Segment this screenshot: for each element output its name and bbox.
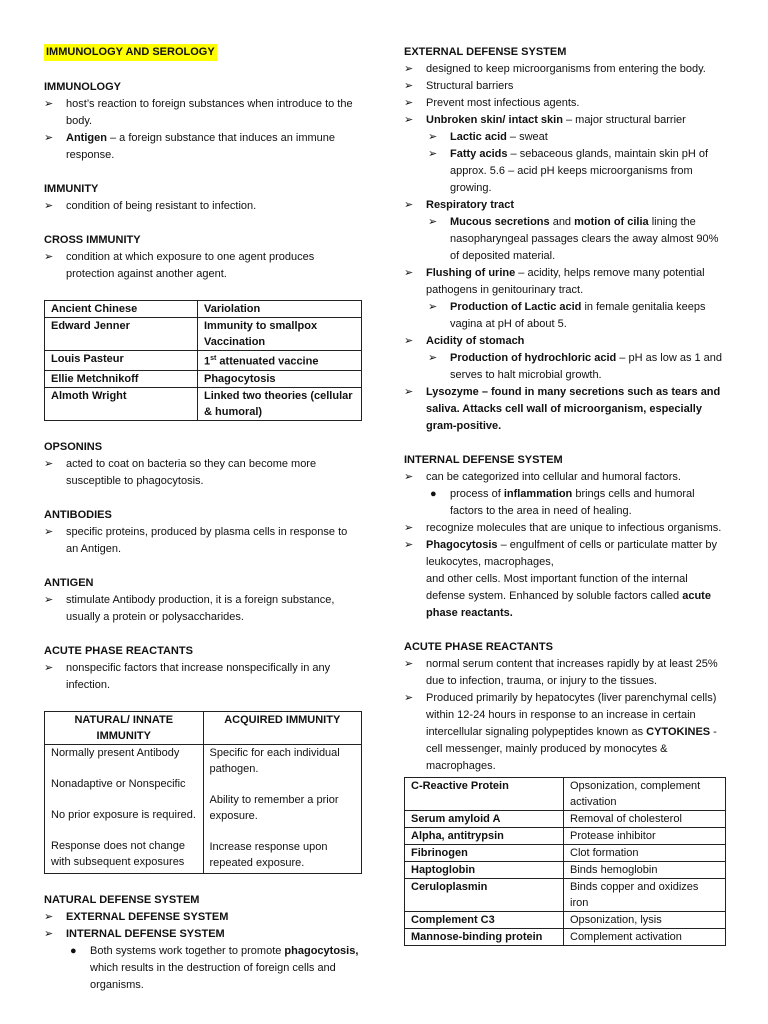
- table-cell: Phagocytosis: [198, 370, 362, 387]
- table-cell: Haptoglobin: [405, 862, 564, 879]
- bullet-item: ➢ Flushing of urine – acidity, helps remove many potential pathogens in genitourinary tract.: [404, 267, 705, 296]
- section-immunology: [44, 79, 362, 164]
- bullet-item: ➢ condition at which exposure to one agent produces protection against another agent.: [44, 251, 315, 280]
- arrowhead-bullet-icon: ➢: [44, 457, 54, 470]
- table-cell: Removal of cholesterol: [564, 811, 726, 828]
- bullet-item: ➢ specific proteins, produced by plasma cells in response to an Antigen.: [44, 525, 348, 555]
- history-table: [44, 300, 362, 421]
- column-header: ACQUIRED IMMUNITY: [203, 711, 362, 744]
- section-acute-phase-reactants-right: [404, 639, 726, 775]
- arrowhead-bullet-icon: ➢: [428, 301, 438, 313]
- bullet-item: ➢ can be categorized into cellular and humoral factors.: [404, 469, 726, 486]
- heading-immunology: IMMUNOLOGY: [44, 81, 121, 93]
- section-immunity: [44, 181, 362, 215]
- bullet-item: ➢ normal serum content that increases rapidly by at least 25% due to infection, trauma, or injury to the tissues.: [404, 658, 718, 687]
- arrowhead-bullet-icon: ➢: [44, 593, 54, 606]
- section-antigen: [44, 575, 362, 626]
- table-row: [405, 845, 726, 862]
- heading-immunity: IMMUNITY: [44, 183, 99, 195]
- bullet-item: ➢ INTERNAL DEFENSE SYSTEM: [44, 926, 362, 943]
- table-row: [45, 301, 362, 318]
- table-cell: Immunity to smallpox Vaccination: [198, 318, 362, 351]
- arrowhead-bullet-icon: ➢: [428, 216, 438, 228]
- table-cell: Specific for each individual pathogen. Ability to remember a prior exposure. Increase response upon repeated exposure.: [203, 744, 362, 873]
- table-row: [405, 778, 726, 811]
- heading-natural-defense-system: NATURAL DEFENSE SYSTEM: [44, 893, 200, 906]
- table-cell: Mannose-binding protein: [405, 929, 564, 946]
- heading-external-defense-system: EXTERNAL DEFENSE SYSTEM: [404, 46, 567, 58]
- bullet-item: ➢ Acidity of stomach: [404, 333, 726, 350]
- arrowhead-bullet-icon: ➢: [404, 63, 414, 75]
- table-row: [405, 862, 726, 879]
- bullet-item: ➢ EXTERNAL DEFENSE SYSTEM: [44, 909, 362, 926]
- table-cell: Opsonization, lysis: [564, 912, 726, 929]
- table-cell: 1st attenuated vaccine: [198, 351, 362, 371]
- dot-bullet-icon: ●: [430, 488, 437, 500]
- section-cross-immunity: [44, 232, 362, 283]
- arrowhead-bullet-icon: ➢: [44, 661, 54, 674]
- arrowhead-bullet-icon: ➢: [404, 335, 414, 347]
- heading-acute-phase-reactants: ACUTE PHASE REACTANTS: [404, 641, 553, 653]
- table-cell: Louis Pasteur: [45, 351, 198, 371]
- sub-bullet-item: ➢ Lactic acid – sweat: [404, 129, 726, 146]
- table-cell: Opsonization, complement activation: [564, 778, 726, 811]
- table-row: [45, 387, 362, 420]
- table-cell: Ceruloplasmin: [405, 879, 564, 912]
- table-cell: Linked two theories (cellular & humoral): [198, 387, 362, 420]
- arrowhead-bullet-icon: ➢: [404, 267, 414, 279]
- arrowhead-bullet-icon: ➢: [44, 910, 54, 923]
- table-cell: Variolation: [198, 301, 362, 318]
- arrowhead-bullet-icon: ➢: [44, 927, 54, 940]
- arrowhead-bullet-icon: ➢: [428, 131, 438, 143]
- table-cell: Complement activation: [564, 929, 726, 946]
- right-column: [404, 44, 726, 946]
- bullet-item: ➢ Antigen – a foreign substance that induces an immune response.: [44, 132, 336, 161]
- table-cell: Ancient Chinese: [45, 301, 198, 318]
- section-acute-phase-reactants-left: [44, 643, 362, 694]
- table-row: [45, 318, 362, 351]
- table-row: [405, 879, 726, 912]
- arrowhead-bullet-icon: ➢: [44, 98, 54, 110]
- dot-bullet-icon: ●: [70, 944, 77, 957]
- table-row: [405, 811, 726, 828]
- arrowhead-bullet-icon: ➢: [404, 539, 414, 551]
- sub-bullet-item: ➢ Production of hydrochloric acid – pH as low as 1 and serves to halt microbial growth.: [428, 352, 723, 381]
- table-row: [405, 929, 726, 946]
- arrowhead-bullet-icon: ➢: [404, 692, 414, 704]
- arrowhead-bullet-icon: ➢: [44, 525, 54, 538]
- bullet-continuation: and other cells. Most important function of the internal defense system. Enhanced by soluble factors called acute phase reactants.: [426, 573, 711, 619]
- table-cell: Fibrinogen: [405, 845, 564, 862]
- bullet-item: ➢ Phagocytosis – engulfment of cells or particulate matter by leukocytes, macrophages,: [404, 539, 718, 568]
- heading-internal-defense-system: INTERNAL DEFENSE SYSTEM: [404, 454, 563, 466]
- arrowhead-bullet-icon: ➢: [44, 200, 54, 212]
- table-row: [45, 370, 362, 387]
- dot-item: ● process of inflammation brings cells and humoral factors to the area in need of healing.: [430, 488, 695, 517]
- bullet-item: ➢ Respiratory tract: [404, 197, 726, 214]
- arrowhead-bullet-icon: ➢: [404, 114, 414, 126]
- table-cell: Serum amyloid A: [405, 811, 564, 828]
- arrowhead-bullet-icon: ➢: [44, 251, 54, 263]
- table-cell: Alpha, antitrypsin: [405, 828, 564, 845]
- arrowhead-bullet-icon: ➢: [404, 471, 414, 483]
- table-cell: Clot formation: [564, 845, 726, 862]
- left-column: [44, 44, 362, 994]
- sub-bullet-item: ➢ Production of Lactic acid in female genitalia keeps vagina at pH of about 5.: [428, 301, 706, 330]
- arrowhead-bullet-icon: ➢: [428, 148, 438, 160]
- arrowhead-bullet-icon: ➢: [428, 352, 438, 364]
- table-cell: Complement C3: [405, 912, 564, 929]
- table-cell: Ellie Metchnikoff: [45, 370, 198, 387]
- bullet-item: ➢ Unbroken skin/ intact skin – major structural barrier: [404, 112, 726, 129]
- sub-bullet-item: ➢ Mucous secretions and motion of cilia lining the nasopharyngeal passages clears the away almost 90% of deposited material.: [428, 216, 719, 262]
- table-row: [45, 744, 362, 873]
- arrowhead-bullet-icon: ➢: [404, 97, 414, 109]
- column-header: NATURAL/ INNATE IMMUNITY: [45, 711, 204, 744]
- bullet-item: ➢ Lysozyme – found in many secretions such as tears and saliva. Attacks cell wall of microorganism, especially gram-positive.: [404, 386, 721, 432]
- arrowhead-bullet-icon: ➢: [404, 80, 414, 92]
- heading-acute-phase-reactants: ACUTE PHASE REACTANTS: [44, 644, 193, 657]
- table-cell: Edward Jenner: [45, 318, 198, 351]
- bullet-item: ➢ Prevent most infectious agents.: [404, 95, 726, 112]
- bullet-item: ➢ designed to keep microorganisms from entering the body.: [404, 61, 726, 78]
- heading-antigen: ANTIGEN: [44, 576, 94, 589]
- section-natural-defense-system: [44, 892, 362, 994]
- bullet-item: ➢ stimulate Antibody production, it is a foreign substance, usually a protein or polysaccharides.: [44, 593, 335, 623]
- table-cell: Normally present Antibody Nonadaptive or Nonspecific No prior exposure is required. Response does not change with subsequent exposures: [45, 744, 204, 873]
- bullet-item: ➢ acted to coat on bacteria so they can become more susceptible to phagocytosis.: [44, 457, 317, 487]
- bullet-item: ➢ Produced primarily by hepatocytes (liver parenchymal cells) within 12-24 hours in response to an increase in certain intercellular signaling polypeptides known as CYTOKINES - cell messenger, mainly produced by monocytes & macrophages.: [404, 692, 717, 772]
- heading-cross-immunity: CROSS IMMUNITY: [44, 234, 141, 246]
- table-header-row: [45, 711, 362, 744]
- arrowhead-bullet-icon: ➢: [44, 132, 54, 144]
- heading-antibodies: ANTIBODIES: [44, 508, 112, 521]
- table-row: [45, 351, 362, 371]
- arrowhead-bullet-icon: ➢: [404, 386, 414, 398]
- table-row: [405, 828, 726, 845]
- section-antibodies: [44, 507, 362, 558]
- sub-bullet-item: ➢ Fatty acids – sebaceous glands, maintain skin pH of approx. 5.6 – acid pH keeps microorganisms from growing.: [428, 148, 709, 194]
- bullet-item: ➢ Structural barriers: [404, 78, 726, 95]
- section-internal-defense-system: [404, 452, 726, 622]
- table-cell: Almoth Wright: [45, 387, 198, 420]
- heading-opsonins: OPSONINS: [44, 440, 103, 453]
- bullet-item: ➢ recognize molecules that are unique to infectious organisms.: [404, 520, 726, 537]
- section-opsonins: [44, 439, 362, 490]
- dot-item: ● Both systems work together to promote phagocytosis, which results in the destruction of foreign cells and organisms.: [70, 944, 359, 991]
- table-row: [405, 912, 726, 929]
- arrowhead-bullet-icon: ➢: [404, 199, 414, 211]
- arrowhead-bullet-icon: ➢: [404, 522, 414, 534]
- bullet-item: ➢ nonspecific factors that increase nonspecifically in any infection.: [44, 661, 331, 691]
- bullet-item: ➢ condition of being resistant to infection.: [44, 198, 362, 215]
- arrowhead-bullet-icon: ➢: [404, 658, 414, 670]
- section-external-defense-system: [404, 44, 726, 435]
- immunity-comparison-table: [44, 711, 362, 874]
- document-title: IMMUNOLOGY AND SEROLOGY: [44, 44, 217, 61]
- acute-phase-protein-table: [404, 777, 726, 946]
- table-cell: Binds copper and oxidizes iron: [564, 879, 726, 912]
- bullet-item: ➢ host’s reaction to foreign substances when introduce to the body.: [44, 98, 353, 127]
- table-cell: Protease inhibitor: [564, 828, 726, 845]
- table-cell: Binds hemoglobin: [564, 862, 726, 879]
- table-cell: C-Reactive Protein: [405, 778, 564, 811]
